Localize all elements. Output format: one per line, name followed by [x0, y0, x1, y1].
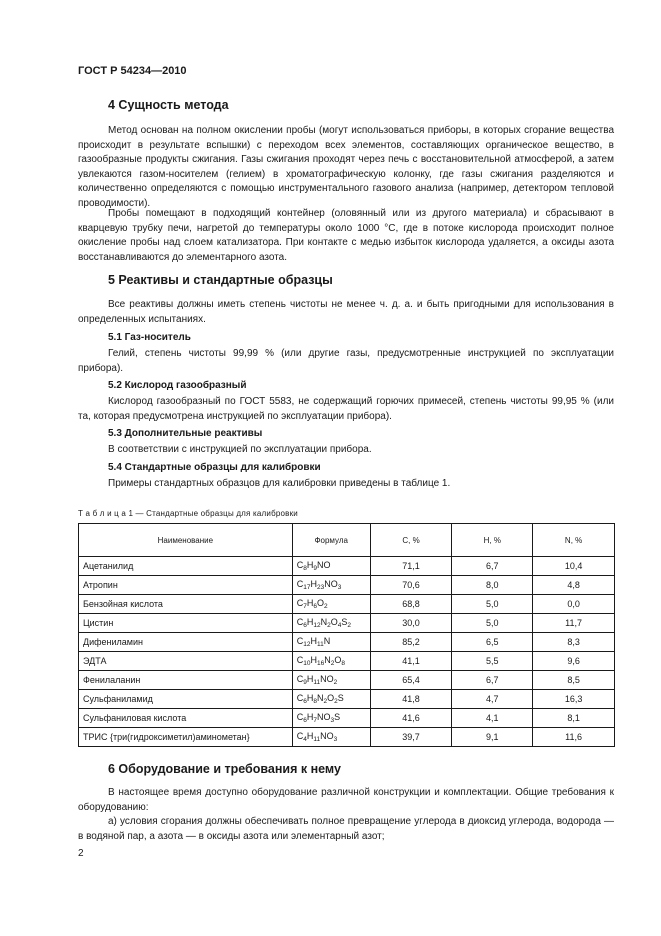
formula-subscript: 3 — [337, 584, 342, 591]
table-row — [79, 728, 615, 747]
formula-subscript: 2 — [330, 660, 335, 667]
subsection-5-3-text: В соответствии с инструкцией по эксплуатации прибора. — [108, 444, 372, 455]
formula-subscript: 3 — [330, 717, 335, 724]
formula-subscript: 6 — [303, 717, 307, 724]
formula-subscript: 10 — [303, 660, 311, 667]
formula-subscript: 8 — [303, 565, 307, 572]
subsection-5-3-title: 5.3 Дополнительные реактивы — [108, 428, 263, 439]
table-row — [79, 557, 615, 576]
formula-element: H — [306, 560, 314, 570]
chemical-formula — [292, 709, 370, 728]
formula-element: C — [296, 731, 304, 741]
formula-element: H — [306, 617, 314, 627]
formula-element: O — [334, 655, 342, 665]
formula-subscript: 8 — [341, 660, 345, 667]
formula-element: H — [306, 731, 314, 741]
formula-element: C — [296, 674, 304, 684]
formula-element: H — [310, 636, 317, 646]
header-nitrogen: N, % — [533, 524, 615, 557]
formula-subscript: 9 — [313, 565, 317, 572]
formula-element: O — [327, 693, 335, 703]
substance-name: Ацетанилид — [79, 557, 293, 576]
formula-element: H — [306, 693, 314, 703]
nitrogen-percent: 11,6 — [533, 728, 615, 747]
chemical-formula — [292, 671, 370, 690]
section-6-item-a: а) условия сгорания должны обеспечивать полное превращение углерода в диоксид углерода, водорода — в водяной пар, а азота — в оксиды азота или элементарный азот; — [78, 816, 614, 842]
substance-name: Цистин — [79, 614, 293, 633]
formula-subscript: 9 — [303, 679, 307, 686]
carbon-percent: 41,8 — [370, 690, 452, 709]
carbon-percent: 71,1 — [370, 557, 452, 576]
table-1-caption: Т а б л и ц а 1 — Стандартные образцы для калибровки — [78, 509, 298, 518]
nitrogen-percent: 10,4 — [533, 557, 615, 576]
hydrogen-percent: 6,5 — [452, 633, 533, 652]
table-body — [79, 557, 615, 747]
formula-element: H — [310, 655, 317, 665]
substance-name: Сульфаниловая кислота — [79, 709, 293, 728]
formula-subscript: 7 — [303, 603, 307, 610]
formula-subscript: 2 — [324, 603, 328, 610]
carbon-percent: 41,1 — [370, 652, 452, 671]
nitrogen-percent: 16,3 — [533, 690, 615, 709]
hydrogen-percent: 9,1 — [452, 728, 533, 747]
section-4-title: 4 Сущность метода — [108, 98, 229, 112]
section-6-title: 6 Оборудование и требования к нему — [108, 762, 341, 776]
substance-name: Фенилаланин — [79, 671, 293, 690]
formula-element: S — [337, 693, 344, 703]
formula-element: N — [323, 636, 331, 646]
hydrogen-percent: 5,0 — [452, 614, 533, 633]
formula-element: C — [296, 617, 304, 627]
substance-name: ЭДТА — [79, 652, 293, 671]
formula-element: S — [334, 712, 341, 722]
carbon-percent: 70,6 — [370, 576, 452, 595]
formula-element: NO — [316, 712, 331, 722]
subsection-5-1-title: 5.1 Газ-носитель — [108, 332, 191, 343]
formula-subscript: 2 — [323, 698, 328, 705]
section-4-paragraph-1: Метод основан на полном окислении пробы (могут использоваться приборы, в которых сгорание вещества происходит в результате вспышки) с переходом всех элементов, составляющих органическое вещество, в газообразные продукты сжигания. Газы сжигания проходят через печь с восстановительной атмосферой, а затем увлекаются газом-носителем (гелием) в хроматографическую колонку, где газы сжигания разделяются и количественно определяются с помощью инструментального газового анализа (например, детектором тепловой проводимости). — [78, 125, 614, 209]
formula-subscript: 3 — [333, 736, 338, 743]
subsection-5-1-text: Гелий, степень чистоты 99,99 % (или другие газы, предусмотренные инструкцией по эксплуатации прибора). — [78, 348, 614, 374]
formula-subscript: 16 — [316, 660, 325, 667]
document-code: ГОСТ Р 54234—2010 — [78, 65, 187, 77]
formula-subscript: 4 — [337, 622, 342, 629]
table-row — [79, 652, 615, 671]
header-name: Наименование — [79, 524, 293, 557]
formula-element: NO — [324, 579, 338, 589]
carbon-percent: 85,2 — [370, 633, 452, 652]
subsection-5-4-title: 5.4 Стандартные образцы для калибровки — [108, 462, 321, 473]
carbon-percent: 65,4 — [370, 671, 452, 690]
table-row — [79, 576, 615, 595]
formula-subscript: 6 — [303, 698, 307, 705]
formula-element: H — [306, 674, 314, 684]
header-formula: Формула — [292, 524, 370, 557]
subsection-5-2-title: 5.2 Кислород газообразный — [108, 380, 247, 391]
substance-name: ТРИС {три(гидроксиметил)аминометан} — [79, 728, 293, 747]
section-4-paragraph-2: Пробы помещают в подходящий контейнер (оловянный или из другого материала) и сбрасывают в кварцевую трубку печи, нагретой до температуры около 1000 °C, где в потоке кислорода происходит полное окисление пробы над слоем катализатора. При контакте с медью избыток кислорода удаляется, а оксиды азота восстанавливаются до элементарного азота. — [78, 208, 614, 263]
table-row — [79, 614, 615, 633]
hydrogen-percent: 5,0 — [452, 595, 533, 614]
chemical-formula — [292, 576, 370, 595]
formula-subscript: 17 — [303, 584, 311, 591]
chemical-formula — [292, 633, 370, 652]
subsection-5-4-text: Примеры стандартных образцов для калибровки приведены в таблице 1. — [108, 478, 451, 489]
formula-subscript: 6 — [313, 603, 317, 610]
table-row — [79, 709, 615, 728]
nitrogen-percent: 0,0 — [533, 595, 615, 614]
nitrogen-percent: 8,1 — [533, 709, 615, 728]
formula-element: C — [296, 712, 304, 722]
formula-element: C — [296, 579, 304, 589]
hydrogen-percent: 4,1 — [452, 709, 533, 728]
subsection-5-2-text: Кислород газообразный по ГОСТ 5583, не содержащий горючих примесей, степень чистоты 99,95 % (или та, которая предусмотрена инструкцией по эксплуатации прибора). — [78, 396, 614, 422]
formula-subscript: 7 — [313, 717, 317, 724]
chemical-formula — [292, 614, 370, 633]
chemical-formula — [292, 652, 370, 671]
hydrogen-percent: 6,7 — [452, 671, 533, 690]
substance-name: Сульфаниламид — [79, 690, 293, 709]
formula-element: NO — [316, 560, 331, 570]
formula-subscript: 2 — [327, 622, 331, 629]
formula-element: H — [306, 712, 314, 722]
section-6-paragraph-1: В настоящее время доступно оборудование различной конструкции и комплектации. Общие требования к оборудованию: — [78, 787, 614, 813]
formula-element: H — [310, 579, 317, 589]
chemical-formula — [292, 728, 370, 747]
hydrogen-percent: 6,7 — [452, 557, 533, 576]
carbon-percent: 68,8 — [370, 595, 452, 614]
hydrogen-percent: 5,5 — [452, 652, 533, 671]
formula-subscript: 12 — [313, 622, 321, 629]
chemical-formula — [292, 690, 370, 709]
formula-subscript: 11 — [316, 641, 324, 648]
table-row — [79, 633, 615, 652]
formula-element: C — [296, 598, 304, 608]
formula-element: N — [320, 617, 328, 627]
formula-element: N — [316, 693, 324, 703]
formula-element: S — [341, 617, 348, 627]
formula-element: C — [296, 636, 304, 646]
header-carbon: C, % — [370, 524, 452, 557]
nitrogen-percent: 8,3 — [533, 633, 615, 652]
nitrogen-percent: 4,8 — [533, 576, 615, 595]
formula-element: N — [324, 655, 331, 665]
formula-subscript: 6 — [303, 622, 307, 629]
calibration-standards-table — [78, 523, 615, 747]
section-5-title: 5 Реактивы и стандартные образцы — [108, 273, 333, 287]
formula-subscript: 11 — [313, 736, 321, 743]
nitrogen-percent: 11,7 — [533, 614, 615, 633]
section-5-intro: Все реактивы должны иметь степень чистоты не менее ч. д. а. и быть пригодными для использования в определенных испытаниях. — [78, 299, 614, 325]
formula-element: C — [296, 560, 304, 570]
formula-subscript: 2 — [347, 622, 351, 629]
carbon-percent: 39,7 — [370, 728, 452, 747]
formula-subscript: 23 — [316, 584, 325, 591]
formula-subscript: 11 — [313, 679, 321, 686]
formula-subscript: 12 — [303, 641, 311, 648]
formula-subscript: 2 — [333, 679, 338, 686]
page-number: 2 — [78, 848, 84, 859]
hydrogen-percent: 8,0 — [452, 576, 533, 595]
formula-subscript: 4 — [303, 736, 307, 743]
chemical-formula — [292, 595, 370, 614]
formula-element: H — [306, 598, 314, 608]
table-row — [79, 595, 615, 614]
chemical-formula — [292, 557, 370, 576]
table-header-row — [79, 524, 615, 557]
formula-element: NO — [320, 674, 334, 684]
substance-name: Бензойная кислота — [79, 595, 293, 614]
nitrogen-percent: 8,5 — [533, 671, 615, 690]
substance-name: Атропин — [79, 576, 293, 595]
carbon-percent: 30,0 — [370, 614, 452, 633]
hydrogen-percent: 4,7 — [452, 690, 533, 709]
header-hydrogen: H, % — [452, 524, 533, 557]
formula-subscript: 2 — [334, 698, 338, 705]
formula-element: C — [296, 693, 304, 703]
formula-element: NO — [320, 731, 334, 741]
formula-element: O — [316, 598, 324, 608]
carbon-percent: 41,6 — [370, 709, 452, 728]
table-row — [79, 671, 615, 690]
table-row — [79, 690, 615, 709]
formula-subscript: 8 — [313, 698, 317, 705]
nitrogen-percent: 9,6 — [533, 652, 615, 671]
substance-name: Дифениламин — [79, 633, 293, 652]
formula-element: C — [296, 655, 304, 665]
formula-element: O — [330, 617, 338, 627]
